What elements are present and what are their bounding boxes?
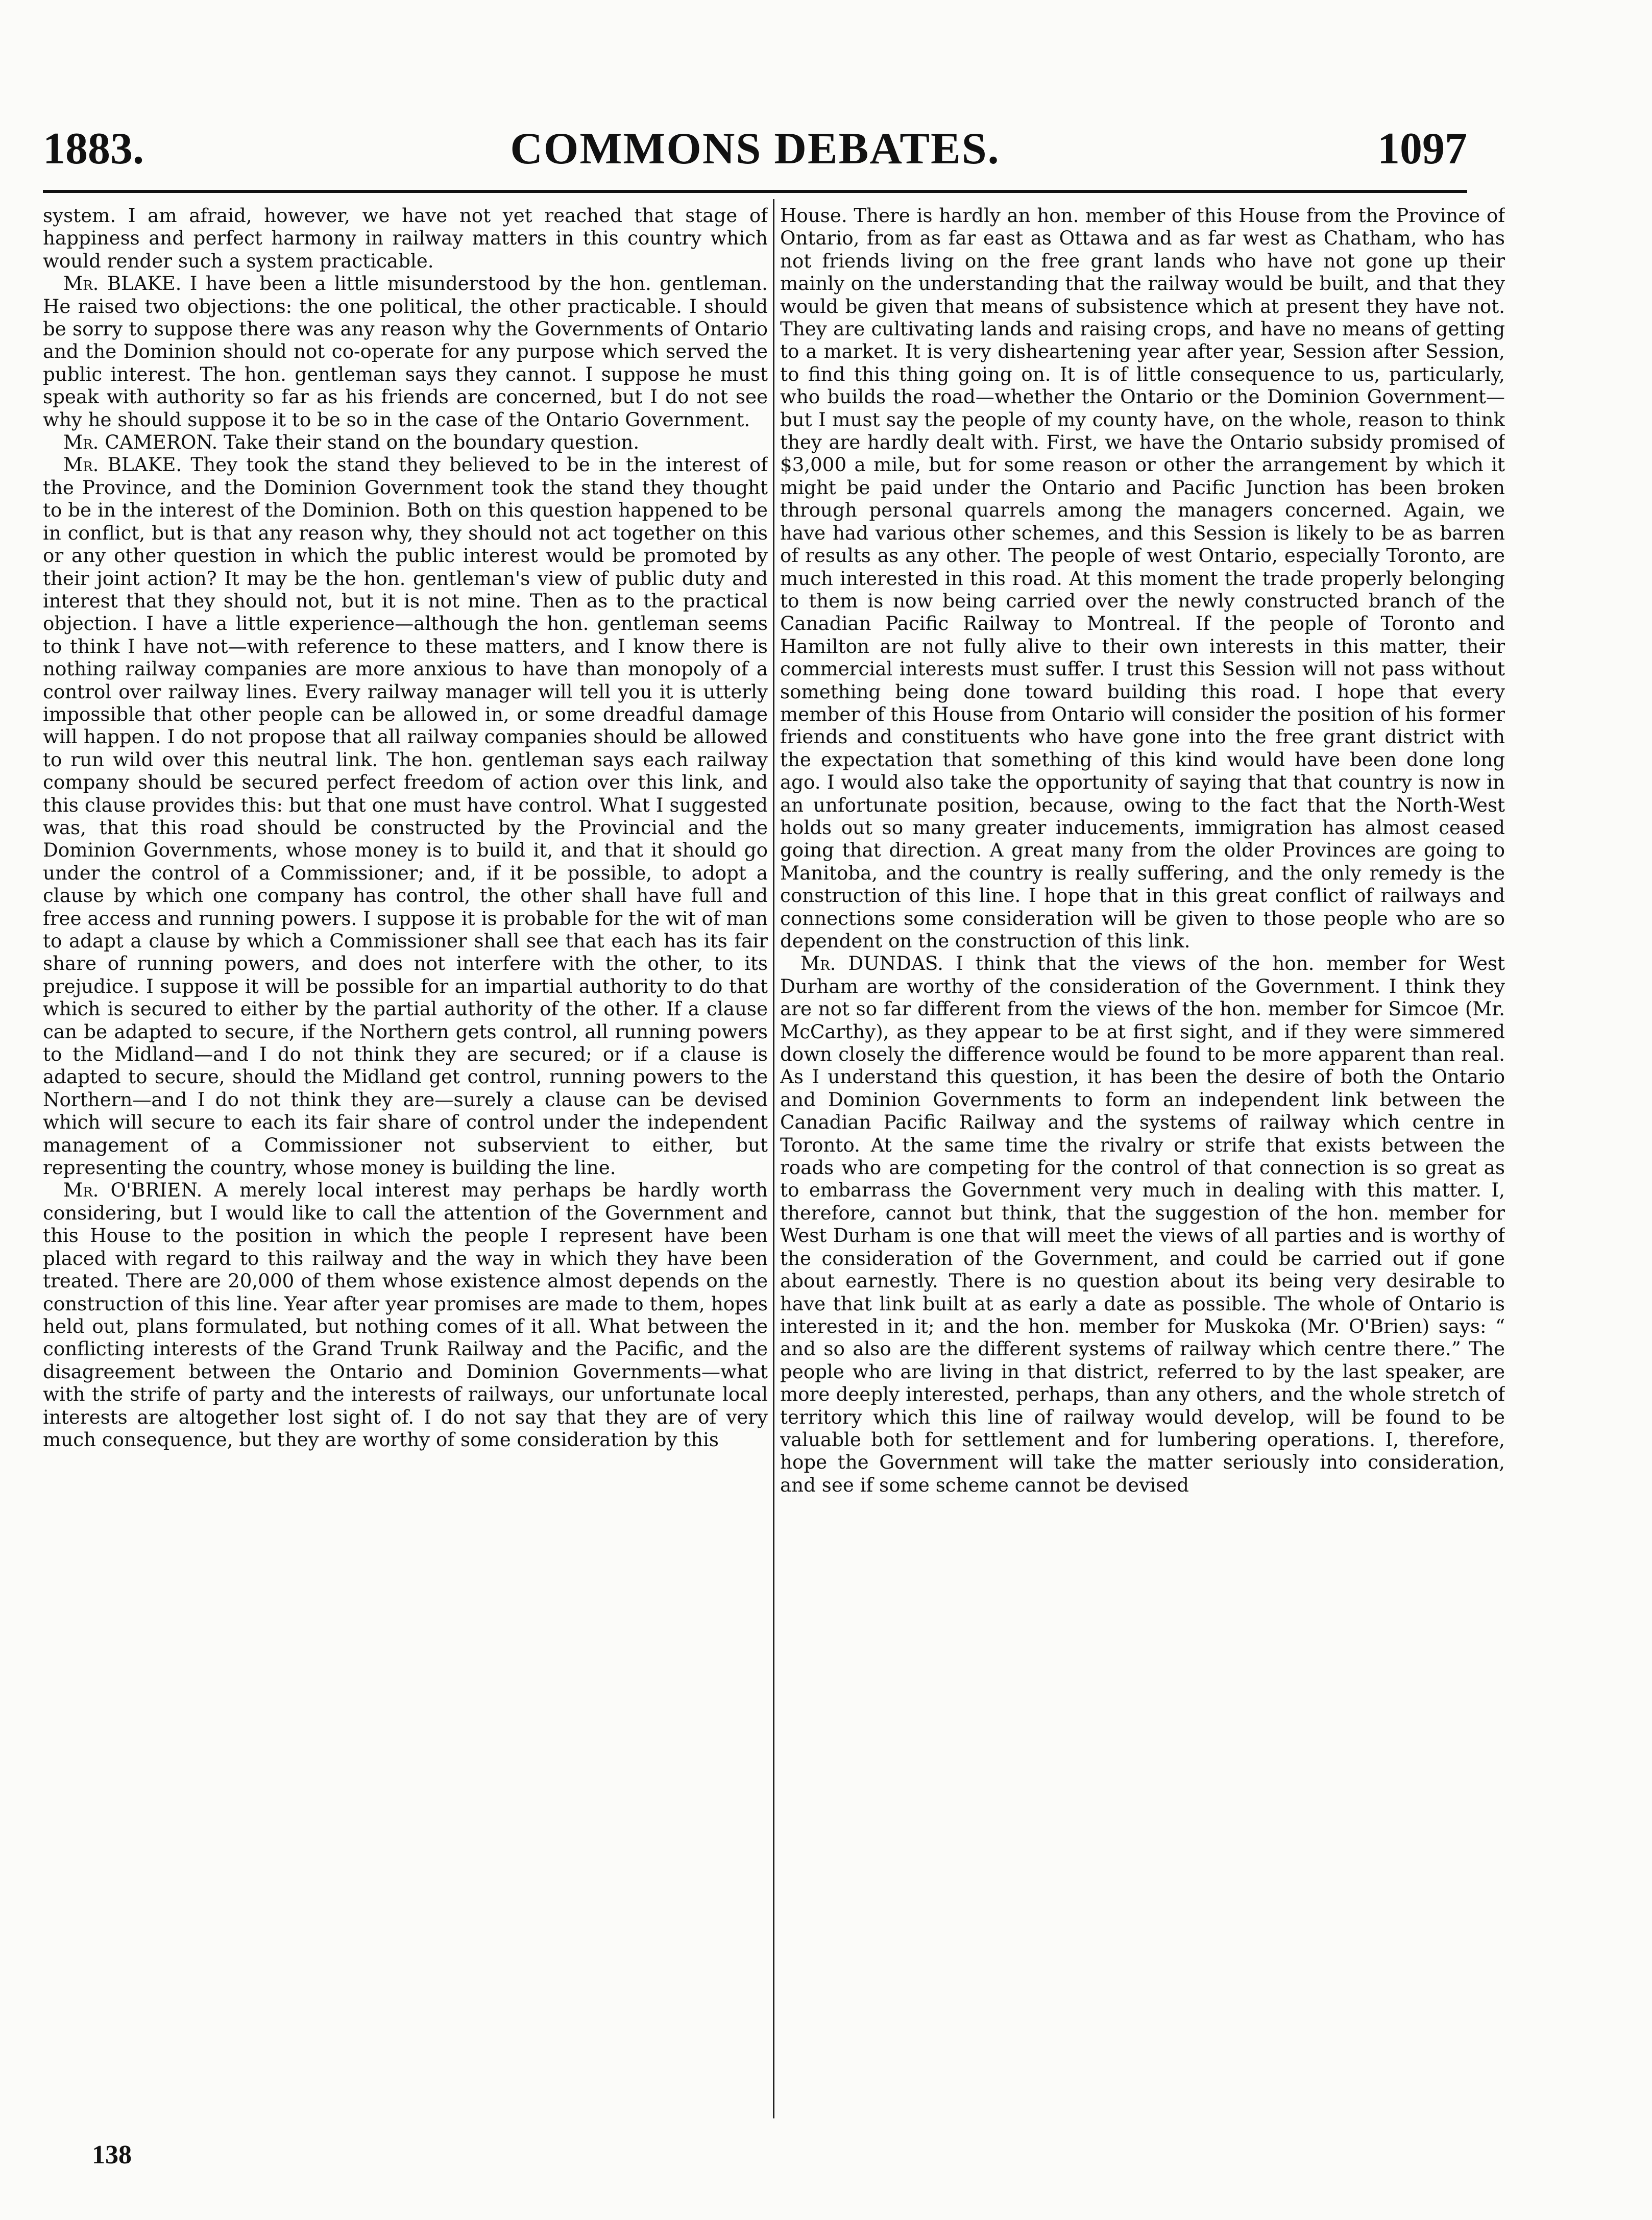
speaker-name: Mr. O'BRIEN. bbox=[63, 1179, 203, 1202]
header-year: 1883. bbox=[43, 124, 144, 174]
speaker-name: Mr. DUNDAS. bbox=[800, 952, 943, 975]
paragraph-text: House. There is hardly an hon. member of this House from the Province of Ontario, from as far east as Ottawa and as far west as Chatham, who has not friends living on the free grant lands who have not gone up their mainly on the understanding that the railway would be built, and that they would be given that means of subsistence which at present they have not. They are cultivating lands and raising crops, and have no means of getting to a market. It is very disheartening year after year, Session after Session, to find this thing going on. It is of little consequence to us, particularly, who builds the road—whether the Ontario or the Dominion Government—but I must say the people of my county have, on the whole, reason to think they are hardly dealt with. First, we have the Ontario subsidy promised of $3,000 a mile, but for some reason or other the arrangement by which it might be paid under the Ontario and Pacific Junction has been broken through personal quarrels among the managers concerned. Again, we have had various other schemes, and this Session is likely to be as barren of results as any other. The people of west Ontario, especially Toronto, are much interested in this road. At this moment the trade properly belonging to them is now being carried over the newly constructed branch of the Canadian Pacific Railway to Montreal. If the people of Toronto and Hamilton are not fully alive to their own interests in this matter, their commercial interests must suffer. I trust this Session will not pass without something being done toward building this road. I hope that every member of this House from Ontario will consider the position of his former friends and constituents who have gone into the free grant district with the expectation that something of this kind would have been done long ago. I would also take the opportunity of saying that that country is now in an unfortunate position, because, owing to the fact that the North-West holds out so many greater inducements, immigration has almost ceased going that direction. A great many from the older Provinces are going to Manitoba, and the country is really suffering, and the only remedy is the construction of this line. I hope that in this great conflict of railways and connections some consideration will be given to those people who are so dependent on the construction of this link. bbox=[780, 204, 1505, 952]
speaker-name: Mr. BLAKE. bbox=[63, 272, 182, 295]
paragraph bbox=[43, 1179, 768, 1451]
header-page-number: 1097 bbox=[1377, 124, 1467, 174]
speaker-name: Mr. BLAKE. bbox=[63, 453, 182, 476]
paragraph-text: They took the stand they believed to be in the interest of the Province, and the Dominion Government took the stand they thought to be in the interest of the Dominion. Both on this question happened to be in conflict, but is that any reason why, they should not act together on this or any other question in which the public interest would be promoted by their joint action? It may be the hon. gentleman's view of public duty and interest that they should not, but it is not mine. Then as to the practical objection. I have a little experience—although the hon. gentleman seems to think I have not—with reference to these matters, and I know there is nothing railway companies are more anxious to have than monopoly of a control over railway lines. Every railway manager will tell you it is utterly impossible that other people can be allowed in, or some dreadful damage will happen. I do not propose that all railway companies should be allowed to run wild over this neutral link. The hon. gentleman says each railway company should be secured perfect freedom of action over this link, and this clause provides this: but that one must have control. What I suggested was, that this road should be constructed by the Provincial and the Dominion Governments, whose money is to build it, and that it should go under the control of a Commissioner; and, if it be possible, to adopt a clause by which one company has control, the other shall have full and free access and running powers. I suppose it is probable for the wit of man to adapt a clause by which a Commissioner shall see that each has its fair share of running powers, and does not interfere with the other, to its prejudice. I suppose it will be possible for an impartial authority to do that which is secured to either by the partial authority of the other. If a clause can be adapted to secure, if the Northern gets control, all running powers to the Midland—and I do not think they are secured; or if a clause is adapted to secure, should the Midland get control, running powers to the Northern—and I do not think they are—surely a clause can be devised which will secure to each its fair share of control under the independent management of a Commissioner not subservient to either, but representing the country, whose money is building the line. bbox=[43, 453, 768, 1179]
paragraph bbox=[43, 431, 768, 453]
paragraph bbox=[780, 952, 1505, 1496]
paragraph bbox=[43, 453, 768, 1179]
right-column bbox=[780, 204, 1505, 2103]
paragraph bbox=[780, 204, 1505, 952]
paragraph-text: system. I am afraid, however, we have not yet reached that stage of happiness and perfect harmony in railway matters in this country which would render such a system practicable. bbox=[43, 204, 768, 272]
paragraph bbox=[43, 204, 768, 272]
speaker-name: Mr. CAMERON. bbox=[63, 431, 218, 454]
signature-mark: 138 bbox=[92, 2140, 132, 2169]
page-header bbox=[43, 118, 1467, 180]
left-column bbox=[43, 204, 768, 2103]
header-rule bbox=[43, 190, 1467, 193]
paragraph-text: I think that the views of the hon. member for West Durham are worthy of the consideration of the Government. I think they are not so far different from the views of the hon. member for Simcoe (Mr. McCarthy), as they appear to be at first sight, and if they were simmered down closely the difference would be found to be more apparent than real. As I understand this question, it has been the desire of both the Ontario and Dominion Governments to form an independent link between the Canadian Pacific Railway and the systems of railway which centre in Toronto. At the same time the rivalry or strife that exists between the roads who are competing for the control of that connection is so great as to embarrass the Government very much in dealing with this matter. I, therefore, cannot but think, that the suggestion of the hon. member for West Durham is one that will meet the views of all parties and is worthy of the consideration of the Government, and could be carried out if gone about earnestly. There is no question about its being very desirable to have that link built at as early a date as possible. The whole of Ontario is interested in it; and the hon. member for Muskoka (Mr. O'Brien) says: “ and so also are the different systems of railway which centre there.” The people who are living in that district, referred to by the last speaker, are more deeply interested, perhaps, than any others, and the whole stretch of territory which this line of railway would develop, will be found to be valuable both for settlement and for lumbering operations. I, therefore, hope the Government will take the matter seriously into consideration, and see if some scheme cannot be devised bbox=[780, 952, 1505, 1496]
column-divider bbox=[773, 199, 774, 2118]
paragraph-text: A merely local interest may perhaps be hardly worth considering, but I would like to call the attention of the Government and this House to the position in which the people I represent have been placed with regard to this railway and the way in which they have been treated. There are 20,000 of them whose existence almost depends on the construction of this line. Year after year promises are made to them, hopes held out, plans formulated, but nothing comes of it all. What between the conflicting interests of the Grand Trunk Railway and the Pacific, and the disagreement between the Ontario and Dominion Governments—what with the strife of party and the interests of railways, our unfortunate local interests are altogether lost sight of. I do not say that they are of very much consequence, but they are worthy of some consideration by this bbox=[43, 1179, 768, 1451]
paragraph-text: Take their stand on the boundary question. bbox=[224, 431, 640, 454]
header-title: COMMONS DEBATES. bbox=[510, 124, 1000, 174]
paragraph bbox=[43, 272, 768, 431]
paragraph-text: I have been a little misunderstood by the hon. gentleman. He raised two objections: the one political, the other practicable. I should be sorry to suppose there was any reason why the Governments of Ontario and the Dominion should not co-operate for any purpose which served the public interest. The hon. gentleman says they cannot. I suppose he must speak with authority so far as his friends are concerned, but I do not see why he should suppose it to be so in the case of the Ontario Government. bbox=[43, 272, 768, 431]
